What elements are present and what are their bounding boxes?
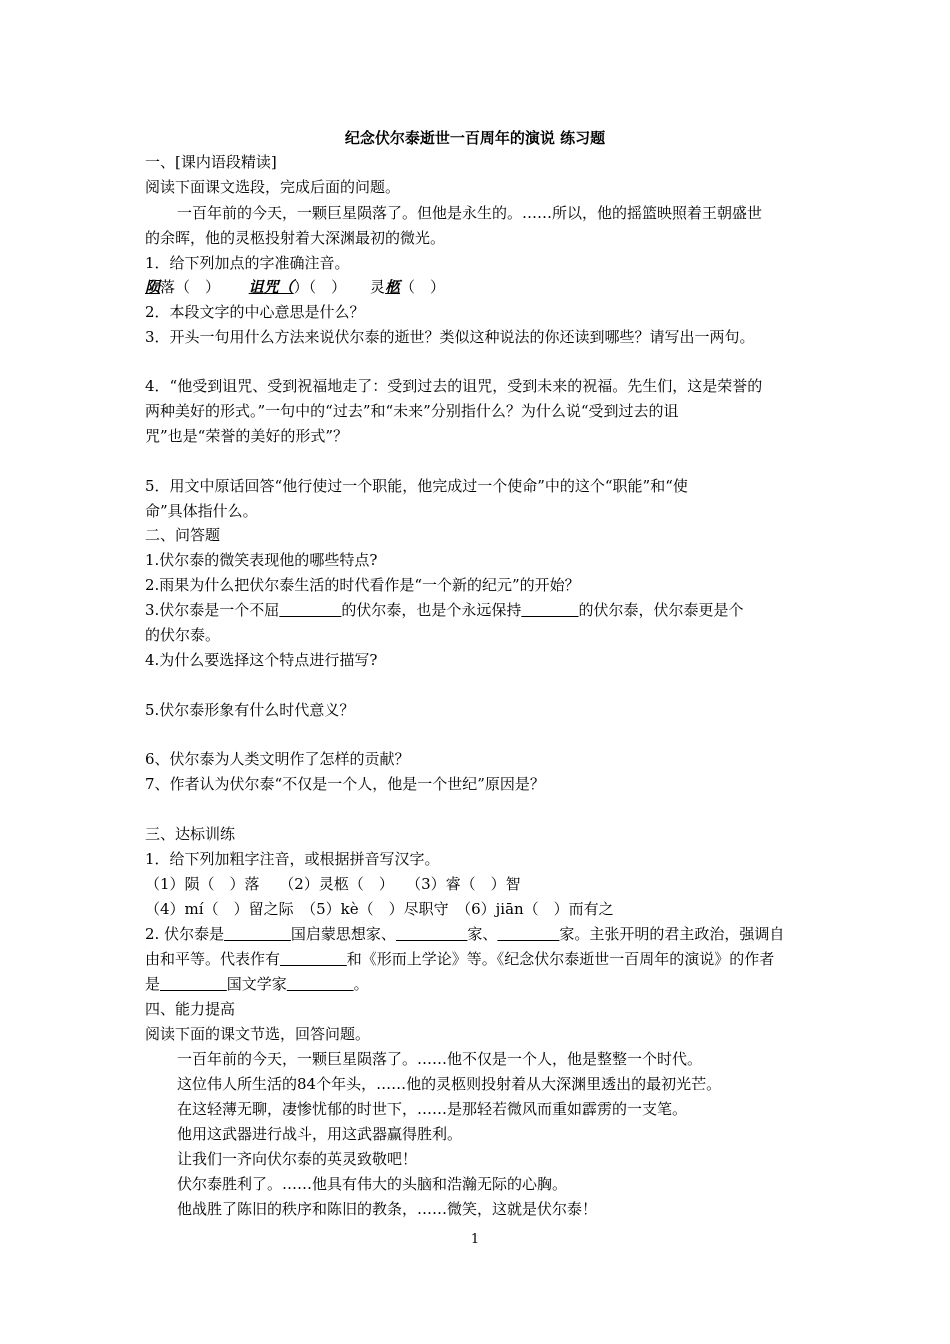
s3-row-1: （1）陨（ ）落 （2）灵柩（ ） （3）睿（ ）智 — [145, 875, 521, 893]
question-2: 2．本段文字的中心意思是什么？ — [145, 303, 365, 321]
s3-question-2 — [145, 924, 784, 944]
question-3: 3．开头一句用什么方法来说伏尔泰的逝世？类似这种说法的你还读到哪些？请写出一两句。 — [145, 328, 755, 346]
page-title: 纪念伏尔泰逝世一百周年的演说 练习题 — [344, 129, 606, 147]
question-1: 1．给下列加点的字准确注音。 — [145, 254, 350, 272]
blank — [396, 925, 468, 943]
s2-question-5: 5.伏尔泰形象有什么时代意义？ — [145, 701, 355, 719]
blank — [280, 950, 347, 968]
excerpt-line: 这位伟人所生活的84个年头，……他的灵柩则投射着从大深渊里透出的最初光芒。 — [177, 1075, 722, 1093]
s3-question-2-cont — [145, 974, 369, 994]
text: 。 — [353, 975, 369, 993]
text: 家、 — [467, 925, 498, 943]
s2-question-3-cont: 的伏尔泰。 — [145, 626, 221, 644]
excerpt-line: 让我们一齐向伏尔泰的英灵致敬吧！ — [177, 1150, 418, 1168]
dotted-char: 诅咒（ — [248, 278, 294, 296]
text: 是 — [145, 975, 161, 993]
excerpt-line: 一百年前的今天，一颗巨星陨落了。……他不仅是一个人，他是整整一个时代。 — [177, 1050, 703, 1068]
blank — [160, 975, 227, 993]
passage-line: 一百年前的今天，一颗巨星陨落了。但他是永生的。……所以，他的摇篮映照着王朝盛世 — [177, 204, 763, 222]
section2-heading: 二、问答题 — [145, 526, 221, 544]
question-4-line: 咒”也是“荣誉的美好的形式”？ — [145, 427, 349, 445]
page-number: 1 — [470, 1232, 480, 1247]
text: 2. 伏尔泰是 — [145, 925, 225, 943]
section4-instruction: 阅读下面的课文节选，回答问题。 — [145, 1025, 371, 1043]
text: 的伏尔泰，也是个永远保持 — [341, 601, 522, 619]
dotted-char: 陨 — [145, 278, 161, 296]
s3-row-2: （4）mí（ ）留之际 （5）kè（ ）尽职守 （6）jiān（ ）而有之 — [145, 900, 614, 918]
excerpt-line: 伏尔泰胜利了。……他具有伟大的头脑和浩瀚无际的心胸。 — [177, 1175, 568, 1193]
text: 3.伏尔泰是一个不屈 — [145, 601, 280, 619]
text: 家。主张开明的君主政治，强调自 — [559, 925, 785, 943]
blank — [224, 925, 291, 943]
item-text: ）（ ） — [293, 278, 347, 296]
s2-question-1: 1.伏尔泰的微笑表现他的哪些特点? — [145, 551, 378, 569]
excerpt-line: 在这轻薄无聊，凄惨忧郁的时世下，……是那轻若微风而重如霹雳的一支笔。 — [177, 1100, 688, 1118]
question-4-line: 4．“他受到诅咒、受到祝福地走了：受到过去的诅咒，受到未来的祝福。先生们，这是荣誉的 — [145, 377, 763, 395]
section4-heading: 四、能力提高 — [145, 1000, 236, 1018]
text: 国启蒙思想家、 — [290, 925, 396, 943]
item-text: 灵 — [370, 278, 386, 296]
s2-question-2: 2.雨果为什么把伏尔泰生活的时代看作是“一个新的纪元”的开始？ — [145, 576, 580, 594]
text: 国文学家 — [226, 975, 287, 993]
text: 由和平等。代表作有 — [145, 950, 281, 968]
question-5-line: 命”具体指什么。 — [145, 502, 258, 520]
s2-question-7: 7、作者认为伏尔泰“不仅是一个人，他是一个世纪”原因是？ — [145, 775, 545, 793]
s2-question-4: 4.为什么要选择这个特点进行描写? — [145, 651, 378, 669]
s2-question-3 — [145, 600, 744, 620]
question-4-line: 两种美好的形式。”一句中的“过去”和“未来”分别指什么？为什么说“受到过去的诅 — [145, 402, 679, 420]
excerpt-line: 他用这武器进行战斗，用这武器赢得胜利。 — [177, 1125, 463, 1143]
s3-question-2-cont — [145, 949, 774, 969]
s3-question-1: 1．给下列加粗字注音，或根据拼音写汉字。 — [145, 850, 440, 868]
blank — [497, 925, 559, 943]
dotted-char: 柩 — [385, 278, 401, 296]
s2-question-6: 6、伏尔泰为人类文明作了怎样的贡献？ — [145, 750, 410, 768]
blank — [279, 601, 341, 619]
text: 的伏尔泰，伏尔泰更是个 — [578, 601, 744, 619]
question-5-line: 5．用文中原话回答“他行使过一个职能，他完成过一个使命”中的这个“职能”和“使 — [145, 477, 688, 495]
text: 和《形而上学论》等。《纪念伏尔泰逝世一百周年的演说》的作者 — [346, 950, 775, 968]
section1-heading: 一、[课内语段精读] — [145, 153, 277, 171]
item-text: （ ） — [400, 278, 446, 296]
blank — [521, 601, 578, 619]
item-text: 落（ ） — [160, 278, 221, 296]
question-1-items — [145, 277, 445, 297]
section3-heading: 三、达标训练 — [145, 825, 236, 843]
section1-instruction: 阅读下面课文选段，完成后面的问题。 — [145, 178, 401, 196]
passage-line: 的余晖，他的灵柩投射着大深渊最初的微光。 — [145, 229, 446, 247]
blank — [287, 975, 354, 993]
excerpt-line: 他战胜了陈旧的秩序和陈旧的教条，……微笑，这就是伏尔泰！ — [177, 1200, 598, 1218]
